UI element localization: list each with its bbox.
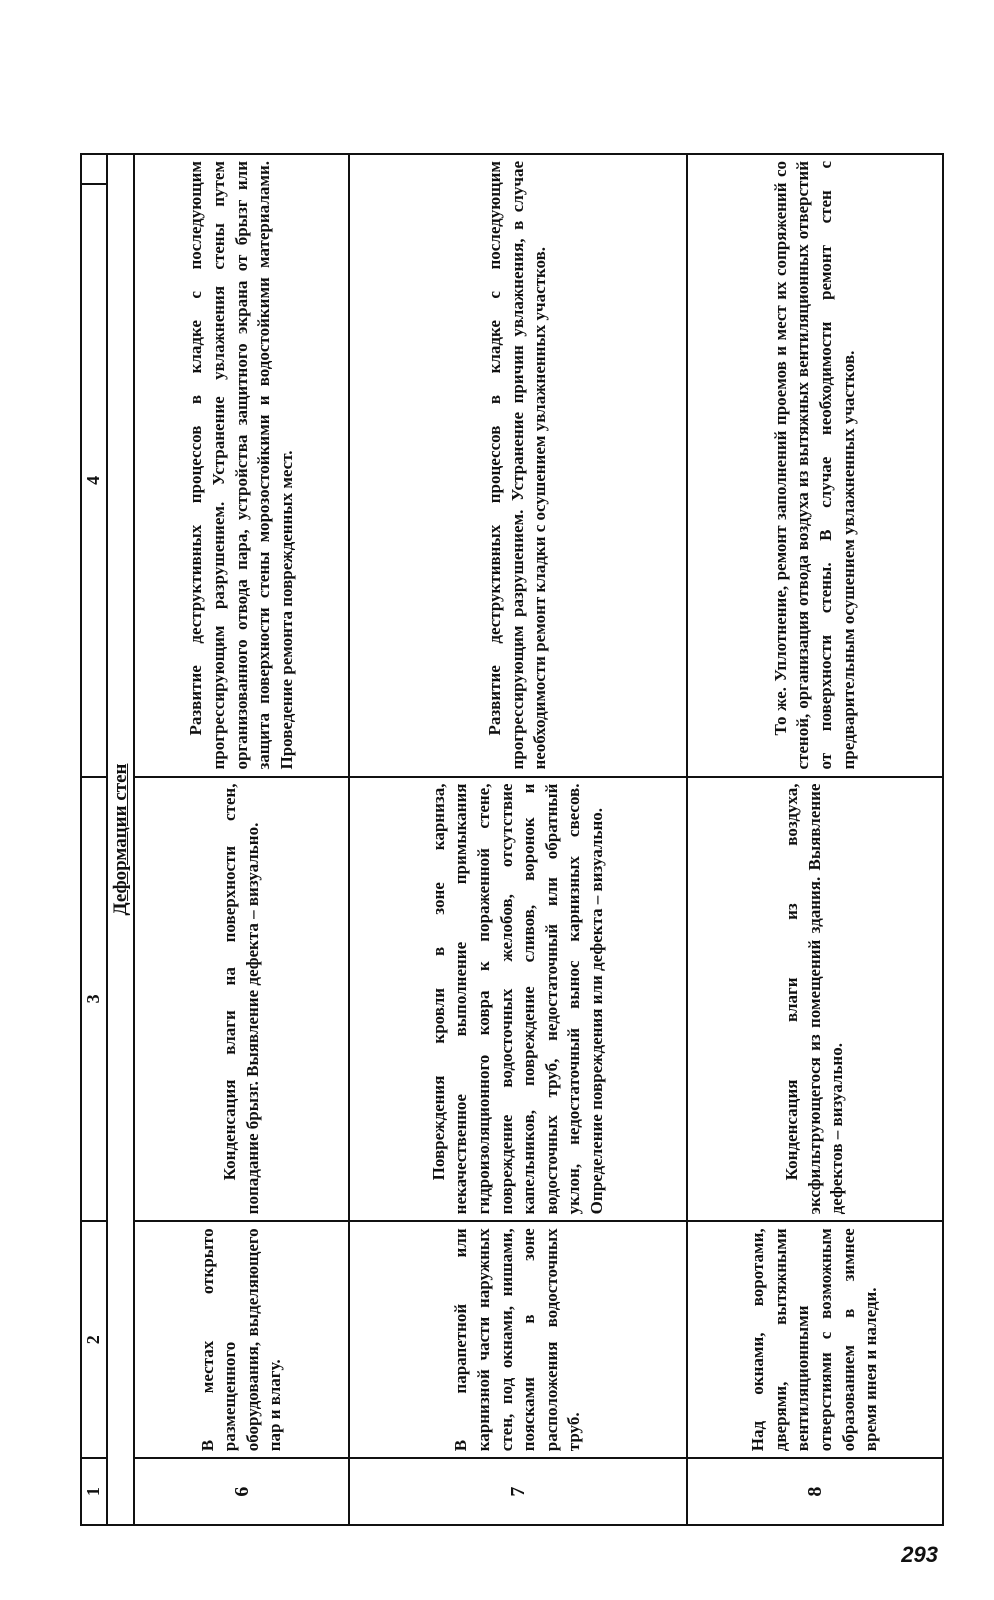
column-header-2: 2 xyxy=(81,1221,107,1458)
defect-location: В парапетной или карнизной части наружных стен, под окнами, нишами, поясками в зоне расположения водосточных труб. xyxy=(349,1221,687,1458)
section-row xyxy=(107,154,134,1525)
page-number: 293 xyxy=(901,1542,938,1567)
column-header-spacer xyxy=(81,154,107,184)
table-row xyxy=(349,154,687,1525)
defect-location: В местах открыто размещенного оборудования, выделяющего пар и влагу. xyxy=(134,1221,349,1458)
table-row xyxy=(134,154,349,1525)
column-numbers-row xyxy=(81,154,107,1525)
column-header-1: 1 xyxy=(81,1458,107,1525)
table-row xyxy=(687,154,943,1525)
defect-cause: Конденсация влаги из воздуха, эксфильтрующегося из помещений здания. Выявление дефектов – визуально. xyxy=(687,777,943,1222)
row-number: 6 xyxy=(134,1458,349,1525)
row-number: 7 xyxy=(349,1458,687,1525)
defect-cause: Конденсация влаги на поверхности стен, попадание брызг. Выявление дефекта – визуально. xyxy=(134,777,349,1222)
section-title: Деформации стен xyxy=(107,154,134,1525)
defect-consequence: Развитие деструктивных процессов в кладке с последующим прогрессирующим разрушением. Устранение причин увлажнения, в случае необходимости ремонт кладки с осушением увлажненных участков. xyxy=(349,154,687,777)
row-number: 8 xyxy=(687,1458,943,1525)
defect-cause: Повреждения кровли в зоне карниза, некачественное выполнение примыкания гидроизоляционного ковра к пораженной стене, повреждение водосточных желобов, отсутствие капельников, повреждение сливов, воронок и водосточных труб, недостаточный или обратный уклон, недостаточный вынос карнизных свесов. Определение повреждения или дефекта – визуально. xyxy=(349,777,687,1222)
continuation-label xyxy=(40,0,68,962)
defect-consequence: То же. Уплотнение, ремонт заполнений проемов и мест их сопряжений со стеной, организация отвода воздуха из вытяжных вентиляционных отверстий от поверхности стены. В случае необходимости ремонт стен с предварительным осушением увлажненных участков. xyxy=(687,154,943,777)
rotated-table-wrapper xyxy=(80,153,944,1526)
column-header-4: 4 xyxy=(81,184,107,776)
defect-location: Над окнами, воротами, дверями, вытяжными вентиляционными отверстиями с возможным образованием в зимнее время инея и наледи. xyxy=(687,1221,943,1458)
column-header-3: 3 xyxy=(81,777,107,1222)
defect-consequence: Развитие деструктивных процессов в кладке с последующим прогрессирующим разрушением. Устранение увлажнения стены путем организованного отвода пара, устройства защитного экрана от брызг или защита поверхности стены морозостойкими и водостойкими материалами. Проведение ремонта поврежденных мест. xyxy=(134,154,349,777)
defects-table xyxy=(80,153,944,1526)
